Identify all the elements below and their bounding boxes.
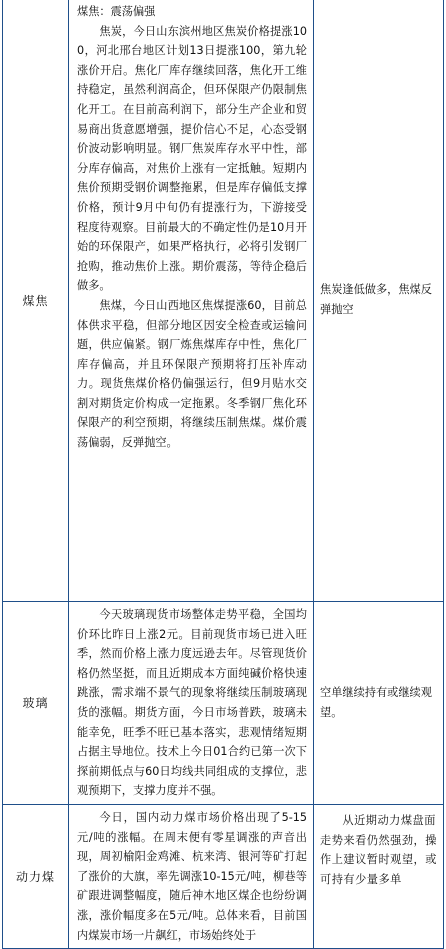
advice-cell <box>314 602 444 805</box>
table-row-coal-coke <box>3 0 444 602</box>
advice-text: 从近期动力煤盘面走势来看仍然强劲，操作上建议暂时观望，或可持有少量多单 <box>320 813 437 886</box>
advice-text: 焦炭逢低做多，焦煤反弹抛空 <box>320 283 432 316</box>
category-cell: 动力煤 <box>3 804 69 948</box>
coke-paragraph: 焦炭，今日山东滨州地区焦炭价格提涨100，河北邢台地区计划13日提涨100，第九轮涨价开启。焦化厂库存继续回落，焦化开工维持稳定，虽然利润高企，但环保限产仍限制焦化开工。在目前高利润下，部分生产企业和贸易商出货意愿增强，提价信心不足，心态受钢价波动影响明显。钢厂焦炭库存水平中性，部分库存偏高，对焦价上涨有一定抵触。短期内焦价预期受钢价调整拖累，但是库存偏低支撑价格，预计9月中旬仍有提涨行为，下游接受程度待观察。目前最大的不确定性仍是10月开始的环保限产，如果严格执行，必将引发钢厂抢购，推动焦价上涨。期价震荡，等待企稳后做多。 <box>77 24 307 293</box>
analysis-cell <box>69 804 314 948</box>
coking-coal-paragraph: 焦煤，今日山西地区焦煤提涨60，目前总体供求平稳，但部分地区因安全检查或运输问题，供应偏紧。钢厂炼焦煤库存中性，焦化厂库存偏高，并且环保限产预期将打压补库动力。现货焦煤价格仍偏强运行，但9月贴水交割对期货定价构成一定拖累。冬季钢厂焦化环保限产的利空预期，将继续压制焦煤。煤价震荡偏弱，反弹抛空。 <box>77 298 307 450</box>
advice-text: 空单继续持有或继续观望。 <box>320 686 432 719</box>
advice-cell <box>314 0 444 602</box>
table-row-glass <box>3 602 444 805</box>
analysis-cell <box>69 602 314 805</box>
section-heading: 煤焦：震荡偏强 <box>77 5 156 18</box>
glass-paragraph: 今天玻璃现货市场整体走势平稳，全国均价环比昨日上涨2元。目前现货市场已进入旺季，然而价格上涨力度远逊去年。尽管现货价格仍然坚挺，而且近期成本方面纯碱价格快速跳涨，需求端不景气的现象将继续压制玻璃现货的涨幅。期货方面，今日市场普跌，玻璃未能幸免，旺季不旺已基本落实，悲观情绪短期占据主导地位。技术上今日01合约已第一次下探前期低点与60日均线共同组成的支撑位，悲观预期下，支撑力度并不强。 <box>77 608 307 798</box>
analysis-cell <box>69 0 314 602</box>
table-row-thermal-coal <box>3 804 444 948</box>
advice-cell <box>314 804 444 948</box>
category-cell: 玻璃 <box>3 602 69 805</box>
commodity-analysis-table <box>2 0 444 949</box>
thermal-coal-paragraph: 今日，国内动力煤市场价格出现了5-15元/吨的涨幅。在周末便有零星调涨的声音出现，周初榆阳金鸡滩、杭来湾、银河等矿打起了涨价的大旗，率先调涨10-15元/吨，柳巷等矿跟进调整幅度，随后神木地区煤企也纷纷调涨，涨价幅度多在5元/吨。总体来看，目前国内煤炭市场一片飙红，市场始终处于 <box>77 810 307 942</box>
category-cell: 煤焦 <box>3 0 69 602</box>
